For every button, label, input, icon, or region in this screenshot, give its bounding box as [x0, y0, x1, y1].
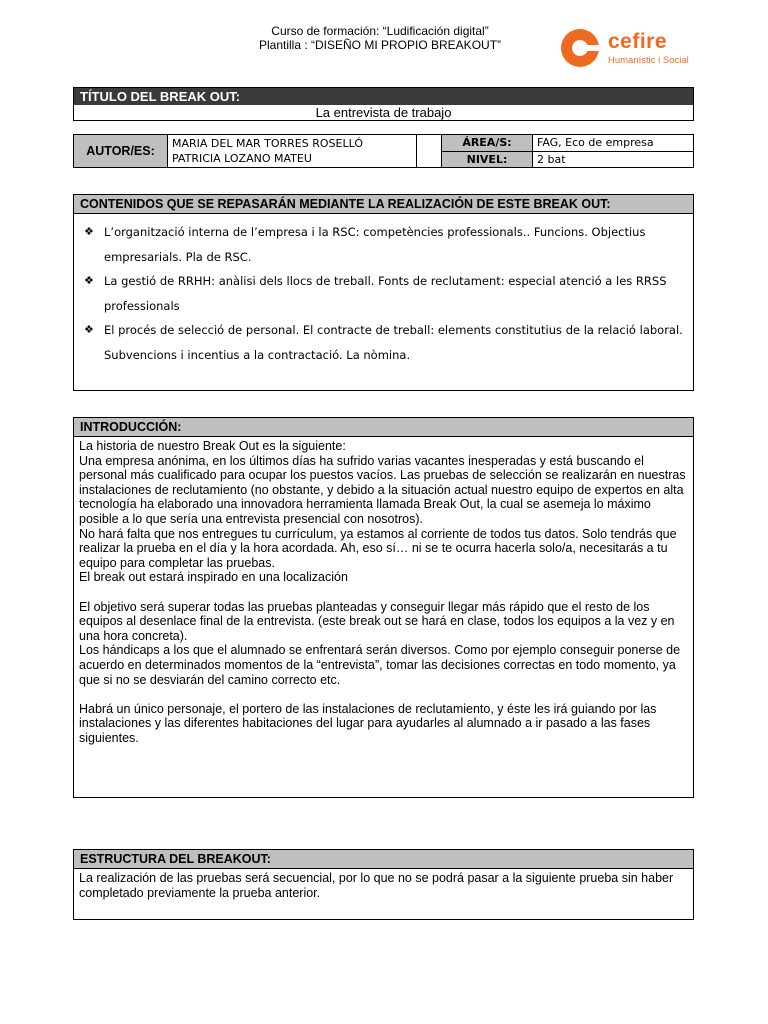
author-name: MARIA DEL MAR TORRES ROSELLÓ: [172, 137, 363, 150]
intro-paragraph: Habrá un único personaje, el portero de las instalaciones de reclutamiento, y éste les irá guiando por las instalaciones y las diferentes habitaciones del lugar para ayudarles al alumnado a ir pasado a las fases siguientes.: [79, 701, 660, 745]
list-item: [84, 220, 685, 269]
diamond-bullet-icon: ❖: [84, 225, 94, 238]
area-value: FAG, Eco de empresa: [533, 135, 694, 152]
document-header: [230, 24, 530, 52]
intro-paragraph: La historia de nuestro Break Out es la siguiente: Una empresa anónima, en los últimos días ha sufrido varias vacantes inesperadas y está buscando el personal más cualificado para ocupar los puestos vacíos. Las pruebas de selección se realizarán en nuestras instalaciones de reclutamiento (no obstante, y debido a la situación actual nuestro equipo de expertos en alta tecnología ha elaborado una innovadora herramienta llamada Break Out, la cual se asemeja lo máximo posible a lo que sería una entrevista presencial con nosotros). No hará falta que nos entregues tu currículum, ya estamos al corriente de todos tus datos. Solo tendrás que realizar la prueba en el día y la hora acordada. Ah, eso sí… ni se te ocurra hacerla solo/a, necesitarás a tu equipo para completar las pruebas. El break out estará inspirado en una localización: [79, 439, 686, 585]
title-label: TÍTULO DEL BREAK OUT:: [74, 88, 693, 105]
diamond-bullet-icon: ❖: [84, 323, 94, 336]
authors-table: [73, 134, 694, 168]
intro-paragraph: El objetivo será superar todas las pruebas planteadas y conseguir llegar más rápido que el resto de los equipos al desenlace final de la entrevista. (este break out se hará en clase, todos los equipos a la vez y en una hora concreta). Los hándicaps a los que el alumnado se enfrentará serán diversos. Como por ejemplo conseguir ponerse de acuerdo en determinados momentos de la “entrevista”, tomar las decisiones correctas en todo momento, ya que si no se desviarán del camino correcto etc.: [79, 599, 681, 687]
introduction-section: [73, 417, 694, 798]
header-course-line: Curso de formación: “Ludificación digital”: [271, 24, 489, 38]
logo-subtitle: Humanístic i Social: [608, 55, 689, 66]
list-item-text: L’organització interna de l’empresa i la RSC: competències professionals.. Funcions. Objectius empresarials. Pla de RSC.: [104, 225, 646, 264]
list-item-text: La gestió de RRHH: anàlisi dels llocs de treball. Fonts de reclutament: especial atenció a les RRSS professionals: [104, 274, 667, 313]
title-section: [73, 87, 694, 121]
author-name: PATRICIA LOZANO MATEU: [172, 152, 312, 165]
area-label: ÁREA/S:: [442, 135, 533, 152]
list-item-text: El procés de selecció de personal. El contracte de treball: elements constitutius de la relació laboral. Subvencions i incentius a la contractació. La nòmina.: [104, 323, 683, 362]
level-value: 2 bat: [533, 151, 694, 168]
list-item: [84, 318, 685, 367]
level-label: NIVEL:: [442, 151, 533, 168]
intro-heading: INTRODUCCIÓN:: [74, 418, 693, 437]
header-template-line: Plantilla : “DISEÑO MI PROPIO BREAKOUT”: [258, 38, 502, 52]
diamond-bullet-icon: ❖: [84, 274, 94, 287]
cefire-logo-icon: [560, 28, 600, 68]
structure-section: [73, 849, 694, 920]
authors-names: [168, 135, 417, 168]
structure-text: La realización de las pruebas será secuencial, por lo que no se podrá pasar a la siguiente prueba sin haber completado previamente la prueba anterior.: [79, 871, 674, 900]
spacer-cell: [417, 135, 442, 168]
structure-heading: ESTRUCTURA DEL BREAKOUT:: [74, 850, 693, 869]
title-value: La entrevista de trabajo: [315, 105, 452, 120]
list-item: [84, 269, 685, 318]
logo-name: cefire: [608, 30, 668, 53]
authors-label: AUTOR/ES:: [74, 135, 168, 168]
contents-list: [74, 220, 693, 367]
contents-heading: CONTENIDOS QUE SE REPASARÁN MEDIANTE LA REALIZACIÓN DE ESTE BREAK OUT:: [74, 195, 693, 214]
cefire-logo: [560, 28, 730, 70]
contents-section: [73, 194, 694, 391]
